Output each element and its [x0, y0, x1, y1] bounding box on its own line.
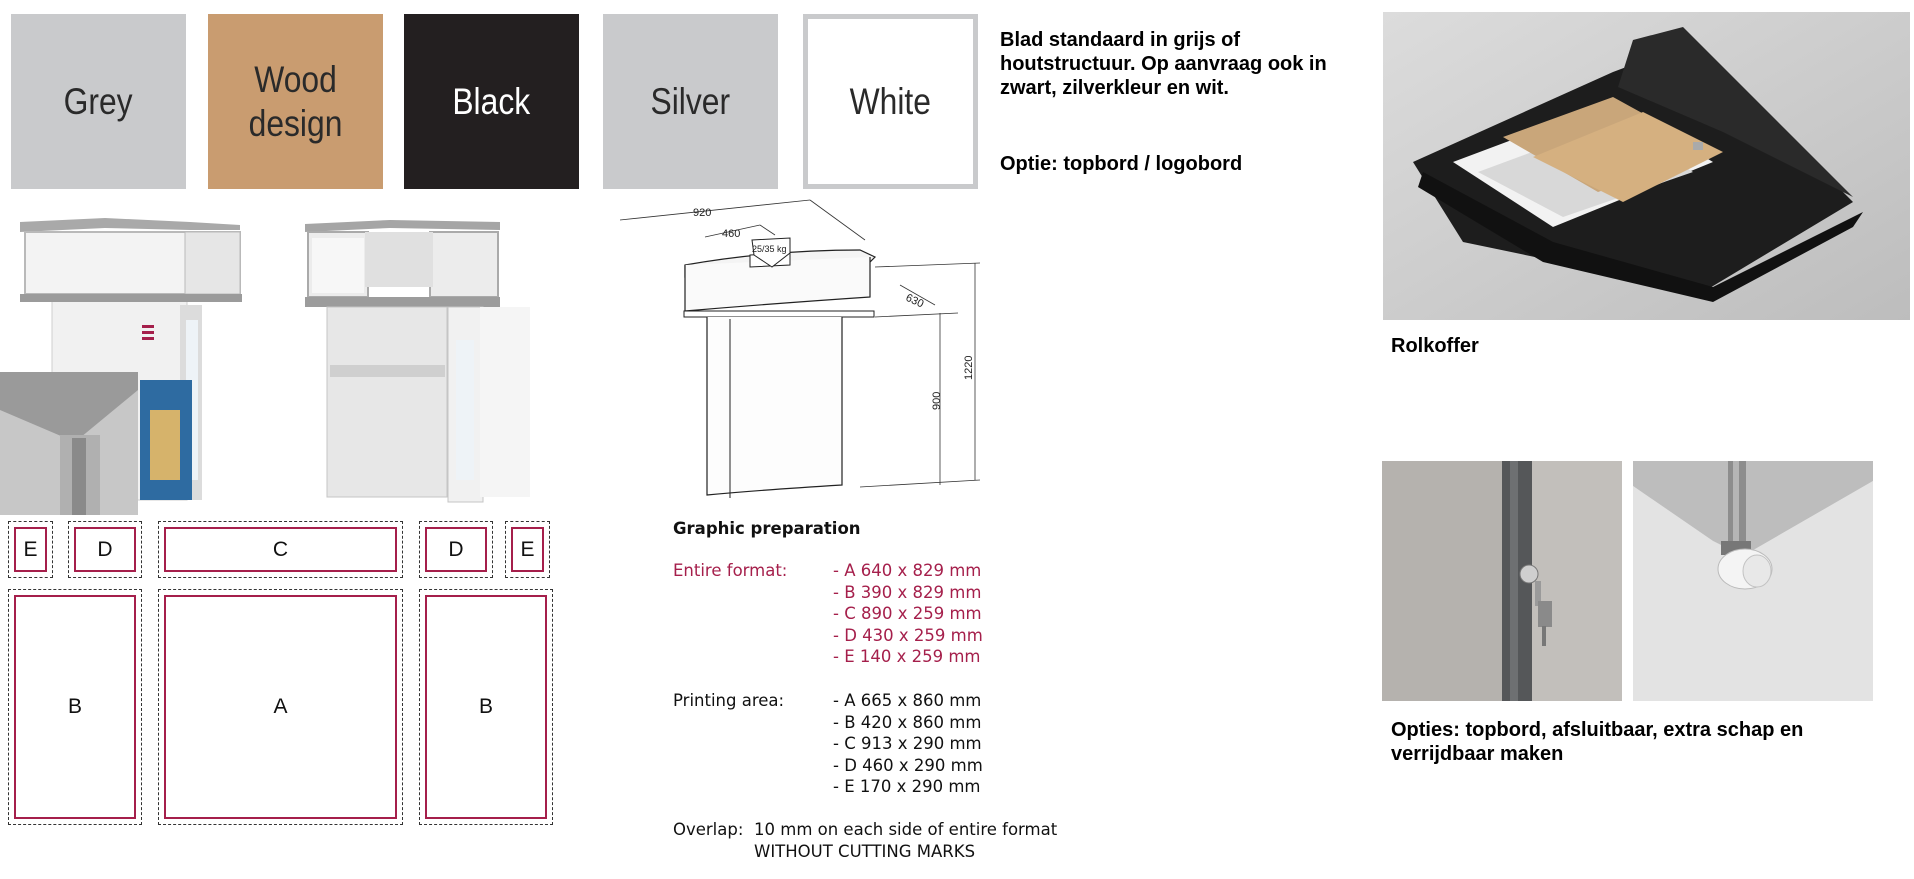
printing-area-list: [833, 690, 983, 798]
dim-half-width: 460: [722, 228, 741, 240]
lock-detail-photo: [1382, 461, 1622, 701]
panel-e-left-label: E: [14, 527, 47, 572]
swatch-wood-line2: design: [248, 102, 343, 144]
swatch-black: [404, 14, 579, 189]
overlap-note: WITHOUT CUTTING MARKS: [754, 842, 976, 861]
description-line-2: houtstructuur. Op aanvraag ook in: [1000, 53, 1327, 75]
dim-depth: 630: [903, 291, 926, 311]
entire-format-d: - D 430 x 259 mm: [833, 625, 983, 645]
printing-area-b: - B 420 x 860 mm: [833, 712, 982, 732]
dim-counter-height: 900: [931, 391, 943, 410]
panel-a-label: A: [164, 595, 397, 819]
swatch-white: [803, 14, 978, 189]
rolling-case-caption: Rolkoffer: [1391, 335, 1479, 357]
panel-d-left-label: D: [74, 527, 136, 572]
swatch-silver: [603, 14, 778, 189]
description-line-1: Blad standaard in grijs of: [1000, 29, 1241, 51]
swatch-wood-line1: Wood: [254, 58, 337, 100]
swatch-white-label: White: [849, 80, 932, 122]
panel-c-label: C: [164, 527, 397, 572]
panel-d-right: [419, 521, 493, 578]
panel-c: [158, 521, 403, 578]
swatch-grey: [11, 14, 186, 189]
technical-drawing: [610, 195, 1000, 505]
overlap-text: 10 mm on each side of entire format: [754, 820, 1058, 839]
printing-area-d: - D 460 x 290 mm: [833, 755, 983, 775]
panel-e-left: [8, 521, 53, 578]
description-line-3: zwart, zilverkleur en wit.: [1000, 77, 1229, 99]
swatch-black-label: Black: [452, 80, 531, 122]
overlap-label: Overlap:: [673, 820, 744, 839]
entire-format-label: Entire format:: [673, 561, 788, 580]
entire-format-e: - E 140 x 259 mm: [833, 647, 981, 667]
dim-load: 25/35 kg: [752, 244, 787, 254]
options-caption: [1391, 718, 1871, 766]
rolling-case-photo: [1383, 12, 1910, 320]
panel-b-right: [419, 589, 553, 825]
options-caption-line-1: Opties: topbord, afsluitbaar, extra schap en: [1391, 719, 1804, 741]
entire-format-a: - A 640 x 829 mm: [833, 561, 982, 580]
option-topbord-text: Optie: topbord / logobord: [1000, 153, 1243, 175]
entire-format-c: - C 890 x 259 mm: [833, 604, 982, 624]
printing-area-label: Printing area:: [673, 691, 785, 710]
swatch-grey-label: Grey: [64, 80, 133, 122]
swatch-silver-label: Silver: [650, 80, 731, 122]
graphic-preparation-title: Graphic preparation: [673, 519, 861, 538]
dim-total-height: 1220: [963, 355, 975, 380]
entire-format-list: [833, 560, 983, 668]
wheel-detail-photo: [1633, 461, 1873, 701]
printing-area-c: - C 913 x 290 mm: [833, 734, 982, 754]
panel-a: [158, 589, 403, 825]
panel-d-right-label: D: [425, 527, 487, 572]
color-description: [1000, 28, 1370, 100]
panel-e-right-label: E: [511, 527, 544, 572]
swatch-wood-label: [249, 58, 343, 146]
panel-d-left: [68, 521, 142, 578]
swatch-wood-design: [208, 14, 383, 189]
options-caption-line-2: verrijdbaar maken: [1391, 743, 1564, 765]
panel-b-right-label: B: [425, 595, 547, 819]
panel-e-right: [505, 521, 550, 578]
panel-b-left: [8, 589, 142, 825]
printing-area-a: - A 665 x 860 mm: [833, 691, 982, 710]
counter-photos: [0, 210, 540, 515]
dim-width: 920: [693, 207, 712, 219]
printing-area-e: - E 170 x 290 mm: [833, 777, 981, 797]
entire-format-b: - B 390 x 829 mm: [833, 582, 982, 602]
panel-b-left-label: B: [14, 595, 136, 819]
